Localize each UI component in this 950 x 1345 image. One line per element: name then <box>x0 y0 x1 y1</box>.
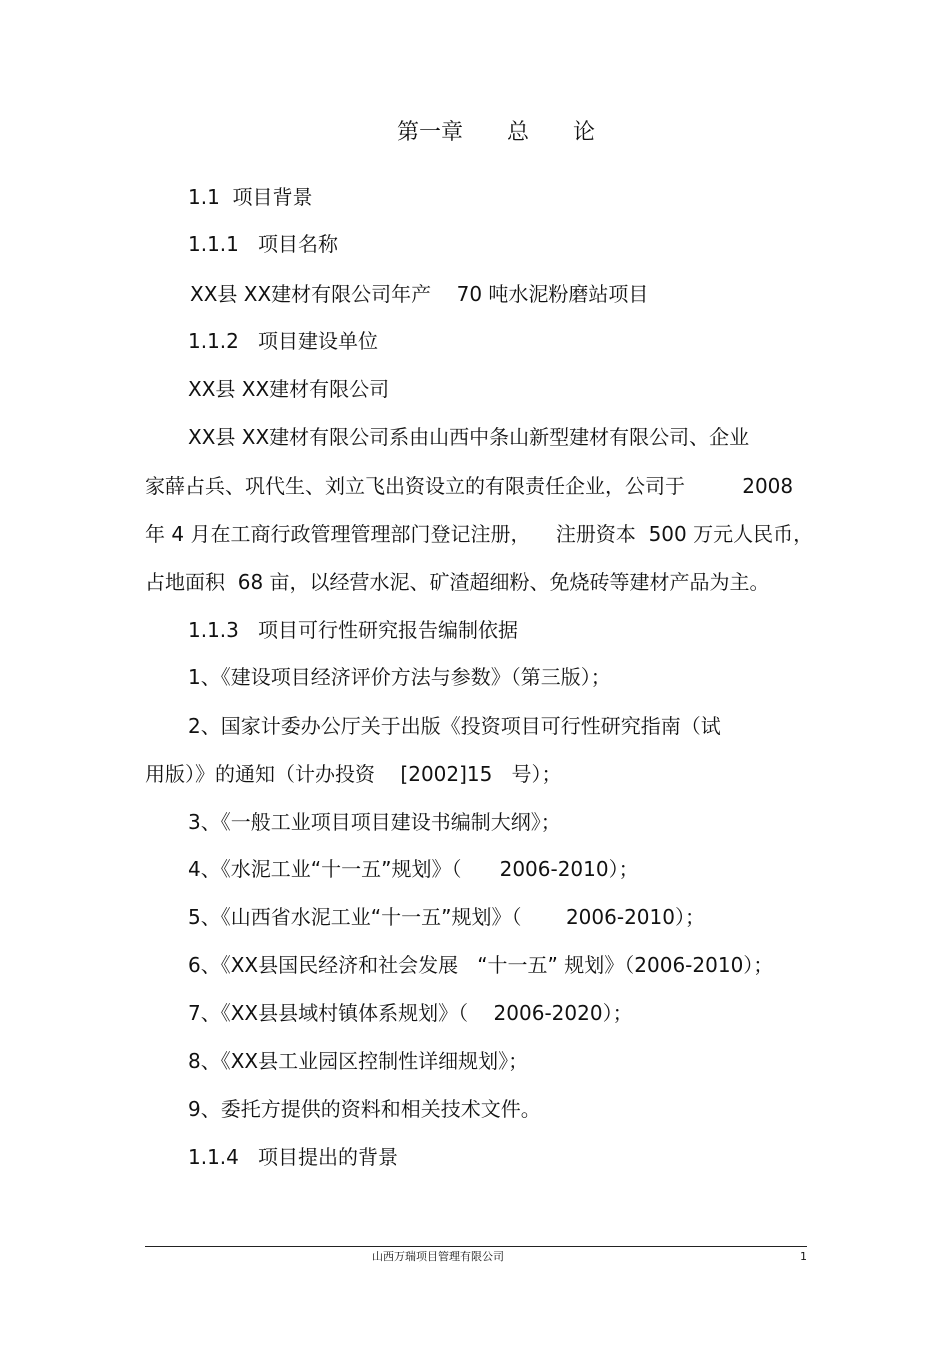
chapter-title: 第一章 总 论 <box>397 120 596 145</box>
paragraph-line: XX县 XX建材有限公司年产 70 吨水泥粉磨站项目 <box>190 282 649 306</box>
paragraph-line: 年 4 月在工商行政管理管理部门登记注册， 注册资本 500 万元人民币， <box>145 522 814 546</box>
list-item: 3、《一般工业项目项目建设书编制大纲》； <box>188 810 561 834</box>
paragraph-line: XX县 XX建材有限公司 <box>188 377 390 401</box>
list-item: 6、《XX县国民经济和社会发展 “十一五” 规划》（2006-2010）； <box>188 953 774 977</box>
list-item: 9、委托方提供的资料和相关技术文件。 <box>188 1097 541 1121</box>
list-item: 5、《山西省水泥工业“十一五”规划》（ 2006-2010）； <box>188 905 705 929</box>
footer-company: 山西万瑞项目管理有限公司 <box>372 1250 504 1263</box>
subsection-heading: 1.1.1 项目名称 <box>188 232 338 256</box>
subsection-heading: 1.1.3 项目可行性研究报告编制依据 <box>188 618 518 642</box>
footer-rule <box>145 1246 807 1247</box>
list-item: 4、《水泥工业“十一五”规划》（ 2006-2010）； <box>188 857 639 881</box>
section-heading: 1.1 项目背景 <box>188 185 313 209</box>
list-item: 1、《建设项目经济评价方法与参数》（第三版）； <box>188 665 611 689</box>
list-item-continuation: 用版）》的通知（计办投资 [2002]15 号）； <box>145 762 562 786</box>
paragraph-line: 占地面积 68 亩，以经营水泥、矿渣超细粉、免烧砖等建材产品为主。 <box>145 570 770 594</box>
subsection-heading: 1.1.2 项目建设单位 <box>188 329 378 353</box>
page-number: 1 <box>800 1250 807 1263</box>
subsection-heading: 1.1.4 项目提出的背景 <box>188 1145 398 1169</box>
list-item: 8、《XX县工业园区控制性详细规划》； <box>188 1049 529 1073</box>
paragraph-line: XX县 XX建材有限公司系由山西中条山新型建材有限公司、企业 <box>188 425 750 449</box>
paragraph-line: 家薛占兵、巩代生、刘立飞出资设立的有限责任企业，公司于 2008 <box>145 474 794 498</box>
list-item: 7、《XX县县域村镇体系规划》（ 2006-2020）； <box>188 1001 633 1025</box>
list-item: 2、国家计委办公厅关于出版《投资项目可行性研究指南（试 <box>188 714 721 738</box>
